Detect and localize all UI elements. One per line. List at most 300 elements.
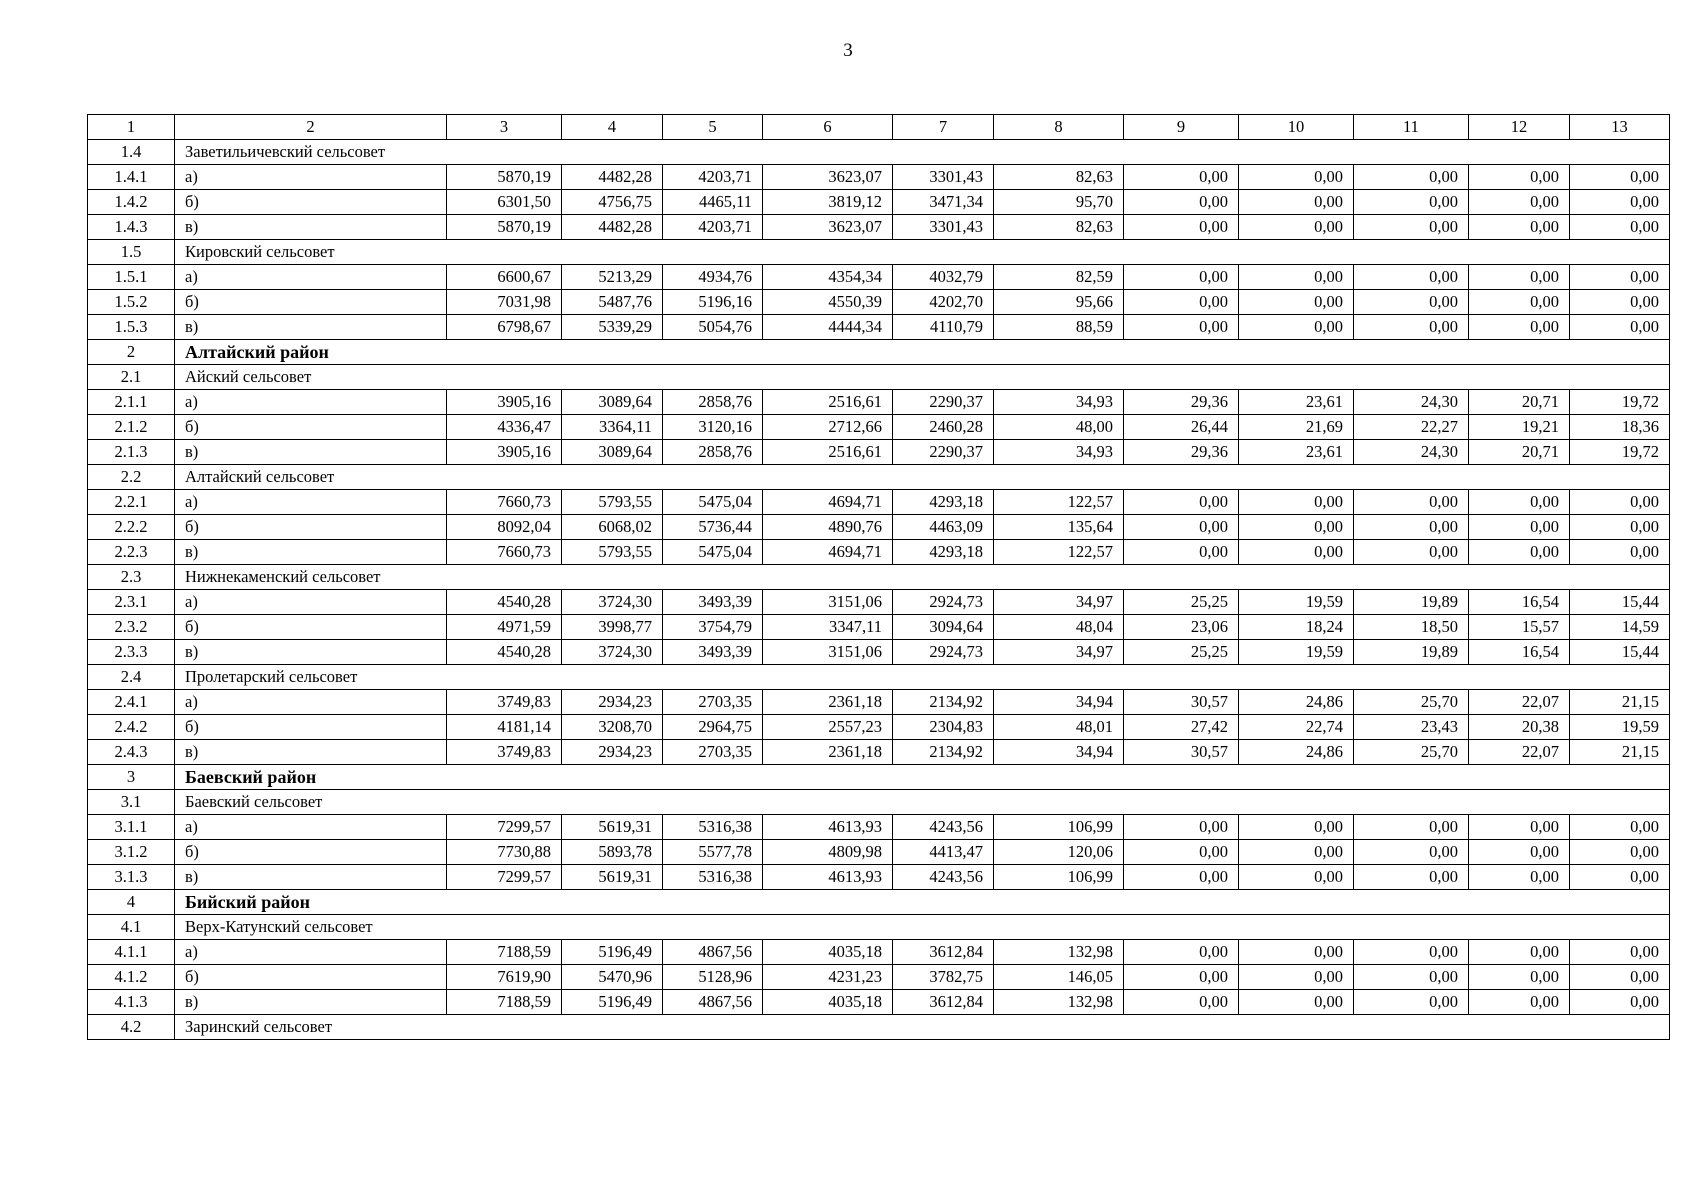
cell-col-3: 7660,73 [447,490,562,515]
variant-label: в) [175,440,447,465]
variant-label: в) [175,990,447,1015]
cell-col-9: 0,00 [1124,315,1239,340]
cell-col-4: 6068,02 [562,515,663,540]
cell-col-13: 0,00 [1570,540,1670,565]
cell-col-13: 0,00 [1570,815,1670,840]
cell-col-3: 4540,28 [447,640,562,665]
cell-col-8: 48,01 [994,715,1124,740]
cell-col-11: 22,27 [1354,415,1469,440]
cell-col-3: 7031,98 [447,290,562,315]
table-row [88,265,1670,290]
district-name: Баевский район [175,765,1670,790]
settlement-name: Кировский сельсовет [175,240,1670,265]
cell-col-8: 106,99 [994,865,1124,890]
cell-col-12: 0,00 [1469,165,1570,190]
cell-col-4: 2934,23 [562,740,663,765]
row-number: 2 [88,340,175,365]
table-header-row [88,115,1670,140]
cell-col-7: 3782,75 [893,965,994,990]
table-row [88,315,1670,340]
variant-label: б) [175,190,447,215]
cell-col-3: 6301,50 [447,190,562,215]
variant-label: в) [175,740,447,765]
variant-label: б) [175,715,447,740]
cell-col-13: 0,00 [1570,865,1670,890]
cell-col-11: 0,00 [1354,965,1469,990]
cell-col-5: 5475,04 [663,490,763,515]
row-number: 2.3 [88,565,175,590]
cell-col-13: 14,59 [1570,615,1670,640]
cell-col-7: 2290,37 [893,390,994,415]
cell-col-3: 4181,14 [447,715,562,740]
cell-col-6: 2516,61 [763,390,893,415]
cell-col-12: 0,00 [1469,290,1570,315]
cell-col-4: 5793,55 [562,540,663,565]
cell-col-4: 3998,77 [562,615,663,640]
row-number: 1.5.1 [88,265,175,290]
table-row [88,540,1670,565]
cell-col-11: 0,00 [1354,540,1469,565]
cell-col-3: 4540,28 [447,590,562,615]
table-row [88,515,1670,540]
cell-col-9: 0,00 [1124,865,1239,890]
district-name: Алтайский район [175,340,1670,365]
column-header-3: 3 [447,115,562,140]
variant-label: б) [175,415,447,440]
row-number: 2.3.1 [88,590,175,615]
cell-col-4: 4756,75 [562,190,663,215]
column-header-7: 7 [893,115,994,140]
row-number: 1.5.2 [88,290,175,315]
cell-col-13: 0,00 [1570,515,1670,540]
cell-col-5: 4867,56 [663,990,763,1015]
cell-col-11: 0,00 [1354,490,1469,515]
district-row [88,765,1670,790]
row-number: 2.3.2 [88,615,175,640]
cell-col-6: 4035,18 [763,990,893,1015]
table-row [88,590,1670,615]
variant-label: б) [175,615,447,640]
cell-col-13: 21,15 [1570,690,1670,715]
cell-col-10: 0,00 [1239,865,1354,890]
variant-label: б) [175,290,447,315]
cell-col-4: 5196,49 [562,940,663,965]
cell-col-3: 8092,04 [447,515,562,540]
cell-col-10: 0,00 [1239,290,1354,315]
cell-col-5: 5736,44 [663,515,763,540]
cell-col-8: 34,97 [994,640,1124,665]
cell-col-11: 24,30 [1354,440,1469,465]
cell-col-10: 0,00 [1239,815,1354,840]
cell-col-3: 7619,90 [447,965,562,990]
variant-label: б) [175,840,447,865]
cell-col-9: 0,00 [1124,815,1239,840]
settlement-name: Верх-Катунский сельсовет [175,915,1670,940]
table-row [88,490,1670,515]
district-name: Бийский район [175,890,1670,915]
cell-col-11: 0,00 [1354,865,1469,890]
cell-col-9: 0,00 [1124,190,1239,215]
cell-col-9: 0,00 [1124,490,1239,515]
settlement-row [88,915,1670,940]
variant-label: а) [175,390,447,415]
cell-col-4: 5619,31 [562,865,663,890]
cell-col-13: 0,00 [1570,265,1670,290]
cell-col-8: 34,93 [994,390,1124,415]
cell-col-5: 5316,38 [663,815,763,840]
column-header-11: 11 [1354,115,1469,140]
cell-col-12: 0,00 [1469,540,1570,565]
row-number: 2.1.3 [88,440,175,465]
cell-col-5: 4867,56 [663,940,763,965]
cell-col-13: 15,44 [1570,590,1670,615]
cell-col-9: 30,57 [1124,690,1239,715]
cell-col-9: 25,25 [1124,590,1239,615]
table-row [88,290,1670,315]
settlement-name: Алтайский сельсовет [175,465,1670,490]
variant-label: а) [175,490,447,515]
settlement-name: Нижнекаменский сельсовет [175,565,1670,590]
cell-col-7: 2924,73 [893,640,994,665]
table-row [88,965,1670,990]
cell-col-10: 0,00 [1239,515,1354,540]
row-number: 2.2.1 [88,490,175,515]
cell-col-3: 7188,59 [447,990,562,1015]
cell-col-5: 3120,16 [663,415,763,440]
cell-col-10: 21,69 [1239,415,1354,440]
cell-col-4: 5619,31 [562,815,663,840]
cell-col-4: 5793,55 [562,490,663,515]
cell-col-13: 18,36 [1570,415,1670,440]
row-number: 2.1 [88,365,175,390]
cell-col-9: 0,00 [1124,840,1239,865]
cell-col-3: 7730,88 [447,840,562,865]
cell-col-7: 2460,28 [893,415,994,440]
table-row [88,715,1670,740]
cell-col-8: 132,98 [994,940,1124,965]
cell-col-9: 0,00 [1124,540,1239,565]
row-number: 3.1.1 [88,815,175,840]
cell-col-13: 0,00 [1570,840,1670,865]
cell-col-7: 4243,56 [893,815,994,840]
cell-col-5: 3493,39 [663,590,763,615]
cell-col-11: 19,89 [1354,640,1469,665]
cell-col-4: 5213,29 [562,265,663,290]
column-header-2: 2 [175,115,447,140]
cell-col-13: 0,00 [1570,990,1670,1015]
cell-col-10: 23,61 [1239,440,1354,465]
cell-col-5: 2858,76 [663,440,763,465]
cell-col-7: 4202,70 [893,290,994,315]
cell-col-8: 95,66 [994,290,1124,315]
settlement-row [88,790,1670,815]
cell-col-7: 2134,92 [893,690,994,715]
cell-col-11: 0,00 [1354,840,1469,865]
cell-col-6: 4809,98 [763,840,893,865]
settlement-name: Заветильичевский сельсовет [175,140,1670,165]
cell-col-5: 5196,16 [663,290,763,315]
table-row [88,690,1670,715]
cell-col-12: 0,00 [1469,865,1570,890]
cell-col-12: 16,54 [1469,590,1570,615]
cell-col-9: 30,57 [1124,740,1239,765]
row-number: 4.1.2 [88,965,175,990]
row-number: 4.2 [88,1015,175,1040]
cell-col-6: 2516,61 [763,440,893,465]
cell-col-4: 3724,30 [562,640,663,665]
cell-col-7: 4293,18 [893,540,994,565]
cell-col-13: 0,00 [1570,165,1670,190]
row-number: 2.2 [88,465,175,490]
settlement-row [88,240,1670,265]
cell-col-11: 24,30 [1354,390,1469,415]
column-header-1: 1 [88,115,175,140]
cell-col-4: 5487,76 [562,290,663,315]
settlement-name: Айский сельсовет [175,365,1670,390]
cell-col-4: 3364,11 [562,415,663,440]
cell-col-3: 5870,19 [447,165,562,190]
cell-col-10: 0,00 [1239,190,1354,215]
cell-col-11: 0,00 [1354,265,1469,290]
cell-col-5: 4465,11 [663,190,763,215]
variant-label: а) [175,690,447,715]
row-number: 2.1.1 [88,390,175,415]
column-header-8: 8 [994,115,1124,140]
cell-col-5: 5316,38 [663,865,763,890]
cell-col-10: 18,24 [1239,615,1354,640]
variant-label: в) [175,865,447,890]
row-number: 1.4 [88,140,175,165]
cell-col-5: 4934,76 [663,265,763,290]
cell-col-12: 0,00 [1469,490,1570,515]
cell-col-8: 122,57 [994,540,1124,565]
cell-col-3: 7299,57 [447,865,562,890]
table-row [88,640,1670,665]
variant-label: а) [175,165,447,190]
district-row [88,890,1670,915]
row-number: 2.4 [88,665,175,690]
row-number: 3 [88,765,175,790]
cell-col-4: 3208,70 [562,715,663,740]
cell-col-11: 0,00 [1354,290,1469,315]
cell-col-10: 0,00 [1239,265,1354,290]
settlement-name: Заринский сельсовет [175,1015,1670,1040]
cell-col-7: 3301,43 [893,215,994,240]
cell-col-8: 132,98 [994,990,1124,1015]
cell-col-8: 88,59 [994,315,1124,340]
table-row [88,415,1670,440]
cell-col-8: 82,63 [994,165,1124,190]
row-number: 2.2.3 [88,540,175,565]
cell-col-12: 15,57 [1469,615,1570,640]
cell-col-10: 0,00 [1239,965,1354,990]
cell-col-5: 2858,76 [663,390,763,415]
cell-col-7: 3612,84 [893,940,994,965]
cell-col-9: 26,44 [1124,415,1239,440]
cell-col-11: 0,00 [1354,315,1469,340]
row-number: 3.1.2 [88,840,175,865]
cell-col-8: 122,57 [994,490,1124,515]
cell-col-8: 106,99 [994,815,1124,840]
cell-col-8: 34,94 [994,690,1124,715]
cell-col-10: 24,86 [1239,740,1354,765]
variant-label: б) [175,965,447,990]
variant-label: б) [175,515,447,540]
cell-col-12: 0,00 [1469,815,1570,840]
cell-col-12: 0,00 [1469,515,1570,540]
cell-col-13: 0,00 [1570,190,1670,215]
cell-col-6: 4035,18 [763,940,893,965]
cell-col-12: 19,21 [1469,415,1570,440]
cell-col-5: 3493,39 [663,640,763,665]
cell-col-12: 0,00 [1469,315,1570,340]
cell-col-11: 0,00 [1354,990,1469,1015]
cell-col-11: 25,70 [1354,740,1469,765]
cell-col-3: 3905,16 [447,440,562,465]
cell-col-8: 135,64 [994,515,1124,540]
cell-col-12: 22,07 [1469,690,1570,715]
cell-col-5: 5475,04 [663,540,763,565]
variant-label: а) [175,815,447,840]
cell-col-8: 34,93 [994,440,1124,465]
row-number: 4.1.3 [88,990,175,1015]
cell-col-11: 18,50 [1354,615,1469,640]
row-number: 1.4.3 [88,215,175,240]
cell-col-13: 0,00 [1570,315,1670,340]
variant-label: а) [175,590,447,615]
cell-col-4: 3089,64 [562,440,663,465]
row-number: 2.2.2 [88,515,175,540]
row-number: 2.4.3 [88,740,175,765]
cell-col-11: 25,70 [1354,690,1469,715]
variant-label: в) [175,640,447,665]
cell-col-10: 19,59 [1239,640,1354,665]
settlement-row [88,1015,1670,1040]
table-row [88,940,1670,965]
page-number: 3 [843,40,853,61]
cell-col-8: 34,97 [994,590,1124,615]
cell-col-9: 29,36 [1124,390,1239,415]
cell-col-7: 4293,18 [893,490,994,515]
table-row [88,990,1670,1015]
table-row [88,840,1670,865]
table-row [88,615,1670,640]
cell-col-9: 0,00 [1124,290,1239,315]
cell-col-11: 0,00 [1354,165,1469,190]
cell-col-3: 7660,73 [447,540,562,565]
cell-col-4: 4482,28 [562,165,663,190]
column-header-5: 5 [663,115,763,140]
cell-col-10: 0,00 [1239,165,1354,190]
cell-col-12: 16,54 [1469,640,1570,665]
cell-col-9: 27,42 [1124,715,1239,740]
cell-col-6: 4231,23 [763,965,893,990]
cell-col-6: 4890,76 [763,515,893,540]
cell-col-3: 3749,83 [447,740,562,765]
cell-col-12: 0,00 [1469,940,1570,965]
cell-col-6: 4613,93 [763,865,893,890]
cell-col-4: 5470,96 [562,965,663,990]
cell-col-3: 6600,67 [447,265,562,290]
cell-col-11: 0,00 [1354,515,1469,540]
cell-col-3: 3905,16 [447,390,562,415]
cell-col-6: 2361,18 [763,690,893,715]
cell-col-7: 2924,73 [893,590,994,615]
cell-col-10: 0,00 [1239,215,1354,240]
cell-col-6: 3347,11 [763,615,893,640]
district-row [88,340,1670,365]
cell-col-7: 2304,83 [893,715,994,740]
row-number: 2.1.2 [88,415,175,440]
cell-col-10: 0,00 [1239,490,1354,515]
cell-col-6: 2712,66 [763,415,893,440]
cell-col-11: 23,43 [1354,715,1469,740]
column-header-12: 12 [1469,115,1570,140]
cell-col-7: 4032,79 [893,265,994,290]
column-header-4: 4 [562,115,663,140]
cell-col-12: 0,00 [1469,190,1570,215]
cell-col-4: 3089,64 [562,390,663,415]
cell-col-6: 3151,06 [763,590,893,615]
variant-label: в) [175,215,447,240]
cell-col-6: 4550,39 [763,290,893,315]
cell-col-6: 3623,07 [763,165,893,190]
cell-col-3: 7299,57 [447,815,562,840]
table-row [88,190,1670,215]
cell-col-8: 95,70 [994,190,1124,215]
row-number: 2.3.3 [88,640,175,665]
cell-col-10: 0,00 [1239,840,1354,865]
cell-col-9: 0,00 [1124,265,1239,290]
settlement-row [88,565,1670,590]
table-row [88,165,1670,190]
column-header-6: 6 [763,115,893,140]
row-number: 1.4.1 [88,165,175,190]
cell-col-10: 0,00 [1239,940,1354,965]
cell-col-3: 6798,67 [447,315,562,340]
table-row [88,215,1670,240]
cell-col-10: 24,86 [1239,690,1354,715]
cell-col-7: 2134,92 [893,740,994,765]
cell-col-5: 4203,71 [663,165,763,190]
settlement-row [88,465,1670,490]
settlement-row [88,665,1670,690]
cell-col-13: 0,00 [1570,490,1670,515]
row-number: 1.5 [88,240,175,265]
cell-col-12: 20,71 [1469,440,1570,465]
cell-col-10: 23,61 [1239,390,1354,415]
cell-col-7: 4413,47 [893,840,994,865]
cell-col-6: 2557,23 [763,715,893,740]
cell-col-7: 4463,09 [893,515,994,540]
cell-col-3: 4336,47 [447,415,562,440]
cell-col-8: 34,94 [994,740,1124,765]
cell-col-3: 4971,59 [447,615,562,640]
row-number: 1.5.3 [88,315,175,340]
cell-col-7: 3612,84 [893,990,994,1015]
cell-col-6: 4613,93 [763,815,893,840]
cell-col-9: 0,00 [1124,165,1239,190]
table-row [88,390,1670,415]
cell-col-9: 29,36 [1124,440,1239,465]
row-number: 4.1.1 [88,940,175,965]
cell-col-5: 4203,71 [663,215,763,240]
cell-col-5: 2703,35 [663,690,763,715]
row-number: 3.1.3 [88,865,175,890]
cell-col-6: 3819,12 [763,190,893,215]
variant-label: в) [175,540,447,565]
cell-col-9: 0,00 [1124,515,1239,540]
